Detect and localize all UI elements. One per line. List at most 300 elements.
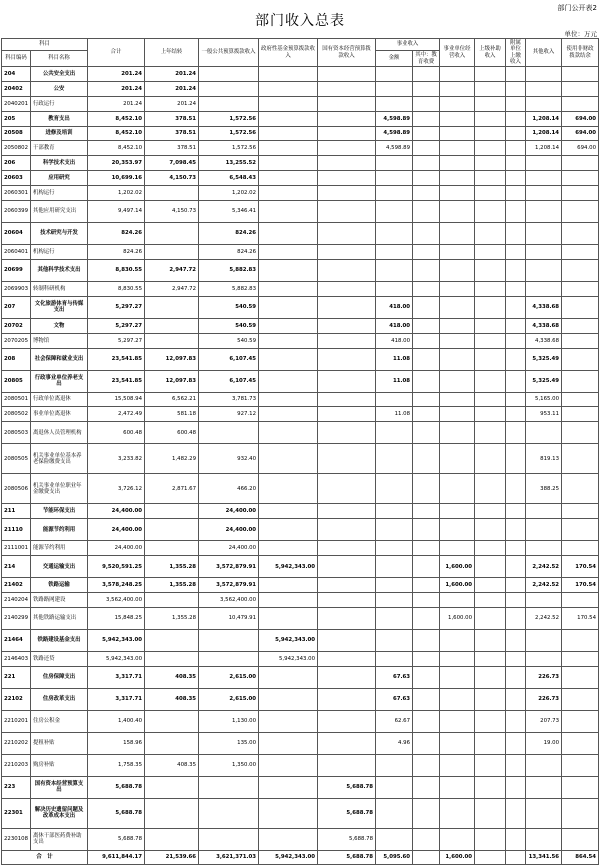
amount-cell: 170.54 — [562, 556, 599, 578]
amount-cell: 540.59 — [199, 333, 259, 348]
subject-name: 其他科学技术支出 — [31, 259, 88, 281]
amount-cell — [562, 407, 599, 422]
table-row — [2, 578, 599, 593]
amount-cell — [259, 688, 318, 710]
header-name: 科目名称 — [31, 51, 88, 67]
amount-cell — [440, 688, 475, 710]
amount-cell — [440, 259, 475, 281]
amount-cell: 4,598.89 — [376, 126, 413, 141]
amount-cell — [376, 607, 413, 629]
amount-cell — [259, 422, 318, 444]
amount-cell — [562, 776, 599, 798]
amount-cell — [526, 259, 562, 281]
amount-cell: 1,572.56 — [199, 126, 259, 141]
table-row — [2, 201, 599, 223]
amount-cell — [506, 798, 526, 828]
amount-cell — [562, 171, 599, 186]
subject-code: 22102 — [2, 688, 31, 710]
amount-cell — [413, 245, 440, 260]
amount-cell — [506, 318, 526, 333]
amount-cell: 5,688.78 — [318, 776, 376, 798]
header-state-capital: 国有资本经营预算拨款收入 — [318, 39, 376, 67]
amount-cell: 24,400.00 — [199, 519, 259, 541]
amount-cell — [506, 171, 526, 186]
amount-cell — [413, 156, 440, 171]
table-row — [2, 688, 599, 710]
amount-cell: 1,600.00 — [440, 607, 475, 629]
amount-cell — [376, 81, 413, 96]
subject-name: 科学技术支出 — [31, 156, 88, 171]
amount-cell — [526, 245, 562, 260]
subject-code: 2060301 — [2, 186, 31, 201]
amount-cell — [259, 333, 318, 348]
subject-code: 207 — [2, 296, 31, 318]
amount-cell — [562, 67, 599, 82]
amount-cell — [413, 67, 440, 82]
amount-cell — [526, 81, 562, 96]
amount-cell: 62.67 — [376, 710, 413, 732]
amount-cell — [506, 444, 526, 474]
income-table — [1, 38, 599, 865]
amount-cell — [259, 519, 318, 541]
amount-cell: 5,297.27 — [88, 318, 145, 333]
amount-cell — [145, 776, 199, 798]
table-row — [2, 754, 599, 776]
amount-cell: 932.40 — [199, 444, 259, 474]
amount-cell — [562, 81, 599, 96]
amount-cell — [475, 370, 506, 392]
amount-cell: 201.24 — [145, 67, 199, 82]
amount-cell — [526, 223, 562, 245]
amount-cell: 201.24 — [88, 67, 145, 82]
amount-cell — [562, 504, 599, 519]
amount-cell — [475, 245, 506, 260]
subject-code: 20603 — [2, 171, 31, 186]
amount-cell — [506, 67, 526, 82]
amount-cell — [413, 688, 440, 710]
amount-cell — [145, 828, 199, 850]
amount-cell: 3,572,879.91 — [199, 556, 259, 578]
amount-cell — [318, 333, 376, 348]
amount-cell: 2,242.52 — [526, 556, 562, 578]
amount-cell — [440, 126, 475, 141]
amount-cell — [318, 296, 376, 318]
amount-cell — [318, 629, 376, 651]
subject-name: 能源节约利用 — [31, 519, 88, 541]
amount-cell: 158.96 — [88, 732, 145, 754]
amount-cell: 4.96 — [376, 732, 413, 754]
amount-cell: 8,452.10 — [88, 111, 145, 126]
amount-cell — [145, 593, 199, 608]
subject-code: 20805 — [2, 370, 31, 392]
amount-cell: 1,572.56 — [199, 141, 259, 156]
amount-cell — [318, 541, 376, 556]
amount-cell — [376, 281, 413, 296]
amount-cell — [506, 828, 526, 850]
amount-cell — [199, 67, 259, 82]
subject-code: 2140204 — [2, 593, 31, 608]
amount-cell — [562, 666, 599, 688]
amount-cell — [562, 754, 599, 776]
amount-cell — [475, 422, 506, 444]
amount-cell: 1,572.56 — [199, 111, 259, 126]
amount-cell: 408.35 — [145, 754, 199, 776]
header-unit-business: 事业单位经营收入 — [440, 39, 475, 67]
amount-cell — [506, 111, 526, 126]
total-label: 合 计 — [2, 850, 88, 864]
total-cell: 21,539.66 — [145, 850, 199, 864]
table-row — [2, 651, 599, 666]
amount-cell — [259, 444, 318, 474]
amount-cell — [440, 141, 475, 156]
amount-cell — [475, 593, 506, 608]
subject-code: 2080501 — [2, 392, 31, 407]
amount-cell — [562, 245, 599, 260]
amount-cell — [413, 519, 440, 541]
amount-cell: 24,400.00 — [88, 504, 145, 519]
amount-cell — [145, 541, 199, 556]
subject-code: 21402 — [2, 578, 31, 593]
amount-cell — [259, 407, 318, 422]
amount-cell — [318, 186, 376, 201]
amount-cell: 4,598.89 — [376, 111, 413, 126]
amount-cell: 5,882.83 — [199, 259, 259, 281]
amount-cell: 418.00 — [376, 333, 413, 348]
table-body — [2, 67, 599, 851]
amount-cell — [475, 141, 506, 156]
amount-cell — [199, 629, 259, 651]
amount-cell — [526, 201, 562, 223]
amount-cell — [145, 732, 199, 754]
amount-cell: 24,400.00 — [199, 541, 259, 556]
amount-cell — [440, 776, 475, 798]
subject-name: 铁路路网建设 — [31, 593, 88, 608]
amount-cell — [376, 828, 413, 850]
amount-cell — [413, 392, 440, 407]
amount-cell — [506, 629, 526, 651]
subject-code: 22301 — [2, 798, 31, 828]
amount-cell: 20,353.97 — [88, 156, 145, 171]
subject-code: 204 — [2, 67, 31, 82]
amount-cell — [318, 422, 376, 444]
amount-cell — [259, 318, 318, 333]
subject-code: 223 — [2, 776, 31, 798]
amount-cell — [318, 407, 376, 422]
amount-cell: 1,355.28 — [145, 556, 199, 578]
subject-code: 205 — [2, 111, 31, 126]
subject-name: 住房公积金 — [31, 710, 88, 732]
amount-cell — [506, 651, 526, 666]
subject-code: 2111001 — [2, 541, 31, 556]
amount-cell: 8,830.55 — [88, 281, 145, 296]
amount-cell: 226.73 — [526, 666, 562, 688]
amount-cell — [318, 607, 376, 629]
amount-cell: 5,325.49 — [526, 370, 562, 392]
amount-cell — [562, 296, 599, 318]
amount-cell — [318, 392, 376, 407]
table-row — [2, 504, 599, 519]
amount-cell: 5,688.78 — [88, 798, 145, 828]
total-cell — [506, 850, 526, 864]
total-cell: 13,341.56 — [526, 850, 562, 864]
amount-cell — [318, 688, 376, 710]
amount-cell — [506, 407, 526, 422]
table-row — [2, 710, 599, 732]
amount-cell — [259, 392, 318, 407]
amount-cell: 378.51 — [145, 126, 199, 141]
amount-cell — [413, 370, 440, 392]
amount-cell: 2,242.52 — [526, 578, 562, 593]
amount-cell: 1,130.00 — [199, 710, 259, 732]
amount-cell — [259, 348, 318, 370]
total-cell — [413, 850, 440, 864]
amount-cell — [562, 828, 599, 850]
amount-cell — [562, 96, 599, 111]
amount-cell — [318, 318, 376, 333]
amount-cell — [506, 333, 526, 348]
subject-name: 社会保障和就业支出 — [31, 348, 88, 370]
amount-cell: 1,600.00 — [440, 556, 475, 578]
header-subject: 科目 — [2, 39, 88, 51]
amount-cell — [475, 96, 506, 111]
amount-cell: 4,598.89 — [376, 141, 413, 156]
amount-cell — [475, 201, 506, 223]
amount-cell — [526, 541, 562, 556]
amount-cell — [562, 348, 599, 370]
amount-cell — [413, 171, 440, 186]
amount-cell: 5,346.41 — [199, 201, 259, 223]
amount-cell — [475, 296, 506, 318]
amount-cell — [475, 556, 506, 578]
amount-cell — [562, 370, 599, 392]
amount-cell — [199, 96, 259, 111]
amount-cell: 1,400.40 — [88, 710, 145, 732]
amount-cell — [475, 318, 506, 333]
amount-cell — [376, 629, 413, 651]
amount-cell — [413, 141, 440, 156]
amount-cell — [259, 245, 318, 260]
amount-cell — [562, 156, 599, 171]
amount-cell — [506, 392, 526, 407]
amount-cell — [475, 776, 506, 798]
amount-cell — [440, 519, 475, 541]
subject-code: 20604 — [2, 223, 31, 245]
amount-cell — [376, 96, 413, 111]
amount-cell — [440, 171, 475, 186]
amount-cell: 7,098.45 — [145, 156, 199, 171]
subject-code: 211 — [2, 504, 31, 519]
amount-cell: 3,562,400.00 — [88, 593, 145, 608]
amount-cell — [259, 67, 318, 82]
amount-cell — [259, 541, 318, 556]
amount-cell: 1,202.02 — [199, 186, 259, 201]
amount-cell — [413, 541, 440, 556]
subject-code: 2070205 — [2, 333, 31, 348]
amount-cell — [376, 201, 413, 223]
amount-cell — [259, 732, 318, 754]
amount-cell: 201.24 — [145, 96, 199, 111]
amount-cell — [259, 710, 318, 732]
subject-code: 208 — [2, 348, 31, 370]
amount-cell: 1,202.02 — [88, 186, 145, 201]
amount-cell: 1,208.14 — [526, 111, 562, 126]
amount-cell — [413, 81, 440, 96]
subject-name: 节能环保支出 — [31, 504, 88, 519]
amount-cell: 1,355.28 — [145, 578, 199, 593]
amount-cell — [413, 776, 440, 798]
amount-cell: 3,572,879.91 — [199, 578, 259, 593]
amount-cell: 540.59 — [199, 296, 259, 318]
amount-cell — [259, 126, 318, 141]
amount-cell: 5,688.78 — [88, 776, 145, 798]
amount-cell: 5,942,343.00 — [259, 556, 318, 578]
amount-cell — [506, 422, 526, 444]
subject-name: 铁路还贷 — [31, 651, 88, 666]
amount-cell: 418.00 — [376, 318, 413, 333]
amount-cell — [259, 156, 318, 171]
amount-cell — [259, 578, 318, 593]
amount-cell — [376, 392, 413, 407]
amount-cell — [475, 444, 506, 474]
amount-cell: 170.54 — [562, 607, 599, 629]
amount-cell — [259, 828, 318, 850]
amount-cell — [506, 578, 526, 593]
subject-code: 206 — [2, 156, 31, 171]
amount-cell — [259, 666, 318, 688]
amount-cell: 201.24 — [88, 81, 145, 96]
amount-cell — [145, 798, 199, 828]
table-row — [2, 348, 599, 370]
amount-cell — [259, 259, 318, 281]
table-row — [2, 629, 599, 651]
amount-cell — [318, 67, 376, 82]
amount-cell: 6,562.21 — [145, 392, 199, 407]
amount-cell: 4,338.68 — [526, 318, 562, 333]
amount-cell — [475, 504, 506, 519]
subject-name: 离休干部医药费补助支出 — [31, 828, 88, 850]
table-row — [2, 223, 599, 245]
subject-name: 干部教育 — [31, 141, 88, 156]
amount-cell — [259, 171, 318, 186]
amount-cell — [440, 710, 475, 732]
amount-cell: 694.00 — [562, 126, 599, 141]
amount-cell — [440, 422, 475, 444]
amount-cell — [506, 245, 526, 260]
amount-cell: 13,255.52 — [199, 156, 259, 171]
amount-cell — [475, 578, 506, 593]
amount-cell — [440, 798, 475, 828]
header-non-fiscal: 使用非财政拨款结余 — [562, 39, 599, 67]
subject-code: 2060399 — [2, 201, 31, 223]
amount-cell: 824.26 — [88, 245, 145, 260]
amount-cell — [413, 828, 440, 850]
amount-cell — [475, 474, 506, 504]
amount-cell — [145, 504, 199, 519]
amount-cell — [259, 186, 318, 201]
amount-cell — [475, 281, 506, 296]
amount-cell — [526, 519, 562, 541]
page-title: 部门收入总表 — [255, 13, 345, 29]
amount-cell — [506, 126, 526, 141]
amount-cell: 1,208.14 — [526, 141, 562, 156]
amount-cell: 8,830.55 — [88, 259, 145, 281]
amount-cell — [440, 96, 475, 111]
amount-cell — [506, 754, 526, 776]
subject-code: 2040201 — [2, 96, 31, 111]
amount-cell — [526, 171, 562, 186]
amount-cell — [318, 259, 376, 281]
subject-name: 进修及培训 — [31, 126, 88, 141]
amount-cell — [475, 651, 506, 666]
amount-cell — [440, 296, 475, 318]
amount-cell — [259, 798, 318, 828]
amount-cell: 9,497.14 — [88, 201, 145, 223]
amount-cell — [318, 519, 376, 541]
amount-cell — [318, 156, 376, 171]
amount-cell — [475, 156, 506, 171]
amount-cell — [506, 348, 526, 370]
amount-cell — [440, 754, 475, 776]
amount-cell: 824.26 — [199, 245, 259, 260]
amount-cell: 3,317.71 — [88, 666, 145, 688]
amount-cell: 11.08 — [376, 348, 413, 370]
subject-name: 铁路建设基金支出 — [31, 629, 88, 651]
amount-cell — [413, 126, 440, 141]
amount-cell — [526, 629, 562, 651]
amount-cell — [413, 474, 440, 504]
amount-cell: 6,548.43 — [199, 171, 259, 186]
amount-cell — [440, 407, 475, 422]
amount-cell — [413, 296, 440, 318]
amount-cell: 67.63 — [376, 666, 413, 688]
amount-cell: 5,688.78 — [318, 798, 376, 828]
amount-cell — [259, 281, 318, 296]
amount-cell — [259, 296, 318, 318]
amount-cell — [506, 776, 526, 798]
amount-cell: 2,615.00 — [199, 688, 259, 710]
table-row — [2, 81, 599, 96]
amount-cell — [562, 593, 599, 608]
amount-cell — [145, 186, 199, 201]
subject-name: 交通运输支出 — [31, 556, 88, 578]
amount-cell: 24,400.00 — [88, 519, 145, 541]
table-row — [2, 296, 599, 318]
amount-cell: 6,107.45 — [199, 370, 259, 392]
table-row — [2, 141, 599, 156]
table-row — [2, 541, 599, 556]
amount-cell: 11.08 — [376, 407, 413, 422]
subject-code: 21110 — [2, 519, 31, 541]
amount-cell — [376, 422, 413, 444]
amount-cell — [413, 348, 440, 370]
amount-cell — [526, 798, 562, 828]
amount-cell — [506, 156, 526, 171]
amount-cell: 4,338.68 — [526, 296, 562, 318]
header-affiliated: 附属单位上缴收入 — [506, 39, 526, 67]
amount-cell — [440, 444, 475, 474]
amount-cell — [440, 651, 475, 666]
header-general-budget: 一般公共预算拨款收入 — [199, 39, 259, 67]
amount-cell: 6,107.45 — [199, 348, 259, 370]
amount-cell: 3,317.71 — [88, 688, 145, 710]
amount-cell — [506, 504, 526, 519]
amount-cell — [259, 607, 318, 629]
subject-name: 机关事业单位职业年金缴费支出 — [31, 474, 88, 504]
table-row — [2, 474, 599, 504]
amount-cell: 3,233.82 — [88, 444, 145, 474]
subject-code: 2230108 — [2, 828, 31, 850]
amount-cell — [376, 474, 413, 504]
